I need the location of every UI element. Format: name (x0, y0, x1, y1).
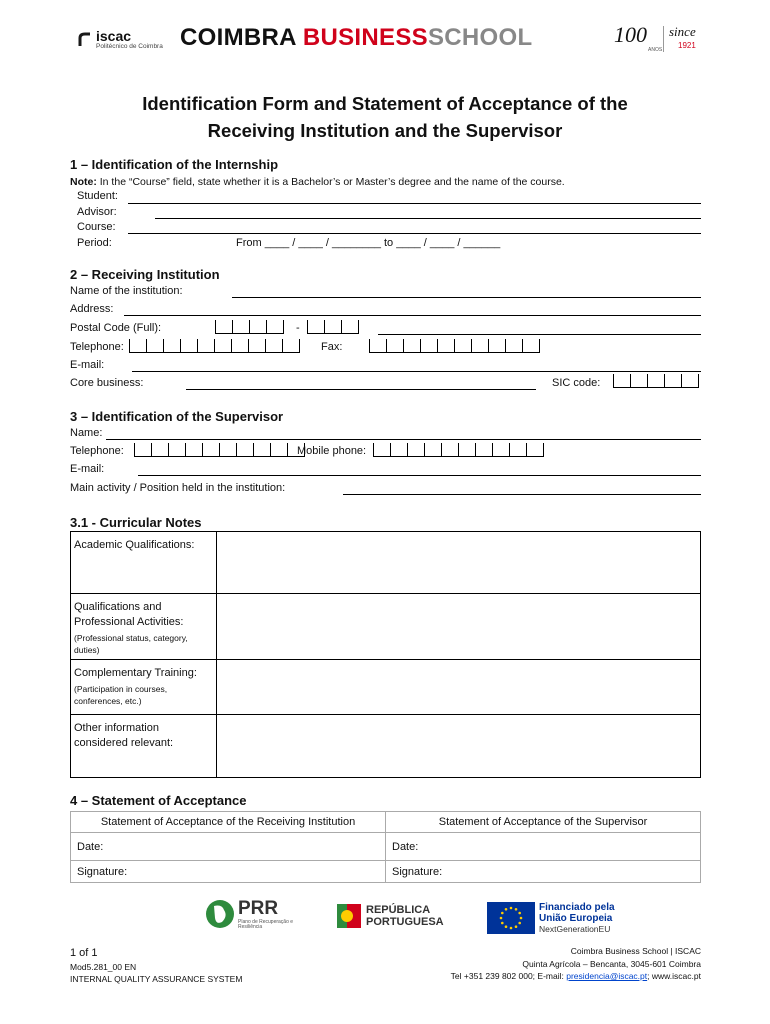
notes-label: Qualifications and Professional Activities: (74, 601, 184, 628)
iscac-name: iscac (96, 28, 132, 44)
table-row (71, 594, 701, 660)
quality-system: INTERNAL QUALITY ASSURANCE SYSTEM (70, 974, 243, 984)
republica-line-2: PORTUGUESA (366, 916, 444, 928)
institution-date-cell[interactable]: Date: (71, 833, 386, 861)
student-field[interactable] (128, 203, 701, 204)
activity-label: Main activity / Position held in the institution: (70, 482, 286, 494)
anniversary-number: 100 (614, 22, 647, 47)
mobile-label: Mobile phone: (297, 445, 367, 457)
notes-label: Other information considered relevant: (74, 722, 174, 749)
title-line-2: Receiving Institution and the Supervisor (207, 120, 563, 141)
document-code: Mod5.281_00 EN (70, 962, 137, 972)
section2-heading: 2 – Receiving Institution (70, 267, 220, 282)
supervisor-telephone-label: Telephone: (70, 445, 124, 457)
footer-org: Coimbra Business School | ISCAC (570, 946, 701, 956)
anniversary-sub: ANOS (648, 47, 663, 53)
supervisor-name-label: Name: (70, 427, 103, 439)
institution-name-field[interactable] (232, 297, 701, 298)
section3-heading: 3 – Identification of the Supervisor (70, 409, 284, 424)
sic-label: SIC code: (552, 377, 601, 389)
supervisor-email-field[interactable] (138, 475, 701, 476)
course-label: Course: (77, 221, 116, 233)
table-row (71, 660, 701, 715)
notes-sublabel: (Professional status, category, duties) (74, 633, 188, 655)
institution-name-label: Name of the institution: (70, 285, 183, 297)
notes-label-cell (71, 660, 217, 715)
advisor-label: Advisor: (77, 206, 117, 218)
notes-input-cell[interactable] (217, 532, 701, 594)
notes-input-cell[interactable] (217, 715, 701, 778)
table-row (71, 861, 701, 883)
republica-logo (336, 902, 456, 932)
period-field[interactable]: From ____ / ____ / ________ to ____ / ____ / ______ (236, 237, 501, 249)
prr-sub: Plano de Recuperação e Resiliência (238, 919, 294, 930)
school-school: SCHOOL (427, 24, 533, 51)
notes-input-cell[interactable] (217, 660, 701, 715)
postal-dash: - (296, 322, 300, 334)
since-badge (668, 24, 708, 54)
school-name (180, 24, 532, 52)
eu-logo (487, 902, 627, 934)
prr-text: PRR (238, 898, 279, 919)
iscac-logo (78, 30, 178, 52)
core-business-field[interactable] (186, 389, 536, 390)
note-label: Note: (70, 176, 97, 188)
acceptance-table (70, 811, 701, 883)
student-label: Student: (77, 190, 118, 202)
eu-line-2: União Europeia (539, 913, 613, 924)
section1-heading: 1 – Identification of the Internship (70, 157, 279, 172)
table-row (71, 833, 701, 861)
section4-heading: 4 – Statement of Acceptance (70, 793, 247, 808)
eu-line-3: NextGenerationEU (539, 924, 611, 934)
supervisor-date-cell[interactable]: Date: (386, 833, 701, 861)
supervisor-name-field[interactable] (106, 439, 701, 440)
school-coimbra: COIMBRA (180, 24, 296, 51)
table-row (71, 715, 701, 778)
notes-label: Academic Qualifications: (74, 539, 195, 551)
divider (663, 26, 664, 52)
address-label: Address: (70, 303, 114, 315)
note-text: In the “Course” field, state whether it is a Bachelor’s or Master’s degree and the name of the course. (96, 176, 565, 188)
contact-suffix: ; www.iscac.pt (647, 971, 701, 981)
telephone-boxes[interactable] (129, 339, 300, 354)
mobile-boxes[interactable] (373, 443, 544, 458)
republica-emblem-icon (336, 902, 362, 930)
address-field[interactable] (124, 315, 701, 316)
institution-signature-cell[interactable]: Signature: (71, 861, 386, 883)
postal-suffix-boxes[interactable] (307, 320, 359, 335)
telephone-label: Telephone: (70, 341, 124, 353)
postal-locality-field[interactable] (378, 334, 701, 335)
prr-map-icon (204, 898, 236, 930)
anniversary-badge (612, 24, 662, 54)
activity-field[interactable] (343, 494, 701, 495)
course-field[interactable] (128, 233, 701, 234)
eu-flag-icon (487, 902, 535, 934)
email-link[interactable]: presidencia@iscac.pt (566, 971, 648, 981)
advisor-field[interactable] (155, 218, 701, 219)
notes-label-cell (71, 532, 217, 594)
iscac-sub: Politécnico de Coimbra (96, 43, 163, 50)
page-number: 1 of 1 (70, 947, 98, 959)
prr-logo (204, 898, 304, 932)
since-label: since (669, 24, 696, 39)
postal-label: Postal Code (Full): (70, 322, 162, 334)
footer-contact (451, 971, 701, 981)
email-field[interactable] (132, 371, 701, 372)
footer-address: Quinta Agrícola – Bencanta, 3045-601 Coimbra (522, 959, 701, 969)
page-title (0, 90, 770, 144)
postal-code-boxes[interactable] (215, 320, 284, 335)
curricular-notes-table (70, 531, 701, 778)
republica-line-1: REPÚBLICA (366, 904, 431, 916)
section1-note (70, 176, 565, 188)
notes-label-cell (71, 715, 217, 778)
acceptance-header-supervisor: Statement of Acceptance of the Supervisor (386, 812, 701, 833)
contact-prefix: Tel +351 239 802 000; E-mail: (450, 971, 567, 981)
sic-boxes[interactable] (613, 374, 699, 389)
notes-sublabel: (Participation in courses, conferences, etc.) (74, 684, 168, 706)
acceptance-header-institution: Statement of Acceptance of the Receiving Institution (71, 812, 386, 833)
supervisor-email-label: E-mail: (70, 463, 105, 475)
table-row (71, 532, 701, 594)
notes-label-cell (71, 594, 217, 660)
fax-label: Fax: (321, 341, 343, 353)
eu-line-1: Financiado pela (539, 902, 615, 913)
fax-boxes[interactable] (369, 339, 540, 354)
notes-label: Complementary Training: (74, 667, 197, 679)
title-line-1: Identification Form and Statement of Acceptance of the (142, 93, 628, 114)
supervisor-signature-cell[interactable]: Signature: (386, 861, 701, 883)
iscac-mark-icon (78, 32, 92, 48)
notes-input-cell[interactable] (217, 594, 701, 660)
supervisor-telephone-boxes[interactable] (134, 443, 305, 458)
school-business: BUSINESS (302, 24, 428, 51)
core-business-label: Core business: (70, 377, 144, 389)
email-label: E-mail: (70, 359, 105, 371)
period-label: Period: (77, 237, 112, 249)
section31-heading: 3.1 - Curricular Notes (70, 515, 202, 530)
since-year: 1921 (678, 41, 696, 50)
table-row (71, 812, 701, 833)
